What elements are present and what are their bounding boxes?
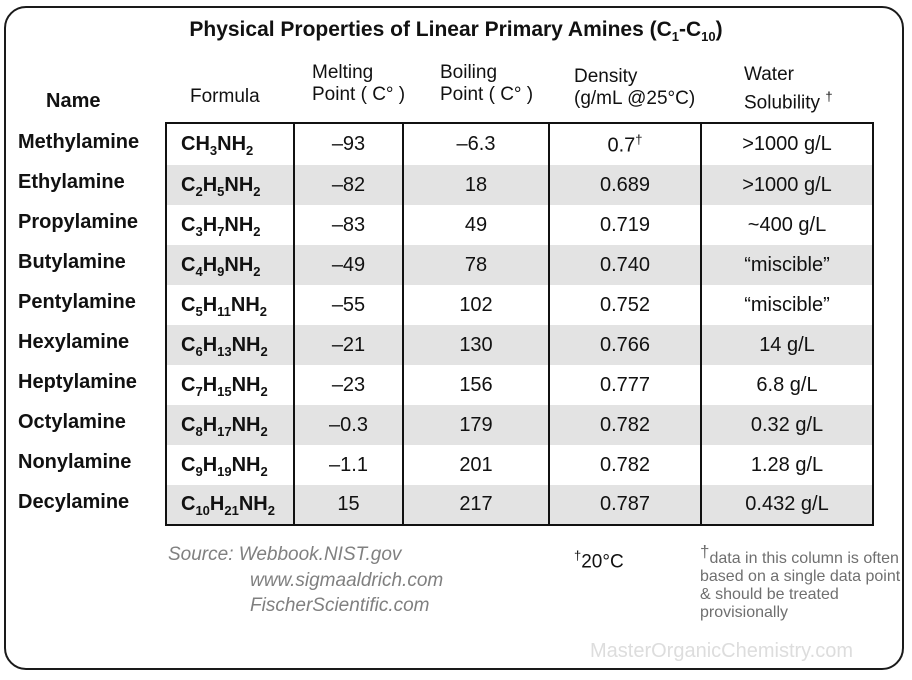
amine-properties-table	[165, 122, 874, 526]
header-melting-point: Melting Point ( C° )	[312, 62, 406, 105]
melting-point-cell: –21	[294, 325, 403, 365]
boiling-point-cell: 156	[403, 365, 549, 405]
formula-cell: $C_6H_{13}NH_2$	[166, 325, 294, 365]
boiling-point-cell: 49	[403, 205, 549, 245]
amine-name: Methylamine	[18, 131, 140, 153]
amine-name: Pentylamine	[18, 291, 136, 313]
amine-name: Nonylamine	[18, 451, 132, 473]
table-row	[166, 245, 873, 285]
boiling-point-cell: 217	[403, 485, 549, 525]
solubility-cell: “miscible”	[701, 245, 873, 285]
solubility-cell: >1000 g/L	[701, 165, 873, 205]
table-row	[166, 325, 873, 365]
amine-name: Octylamine	[18, 411, 126, 433]
table-row	[166, 445, 873, 485]
density-cell: 0.766	[549, 325, 701, 365]
solubility-cell: 14 g/L	[701, 325, 873, 365]
amine-name: Decylamine	[18, 491, 130, 513]
density-cell: 0.782	[549, 405, 701, 445]
formula-cell: $C_{10}H_{21}NH_2$	[166, 485, 294, 525]
amine-name: Ethylamine	[18, 171, 125, 193]
formula-cell: $C_4H_9NH_2$	[166, 245, 294, 285]
formula-cell: $C_7H_{15}NH_2$	[166, 365, 294, 405]
boiling-point-cell: 102	[403, 285, 549, 325]
melting-point-cell: –82	[294, 165, 403, 205]
table-row	[166, 205, 873, 245]
table-row	[166, 405, 873, 445]
formula-cell: $C_5H_{11}NH_2$	[166, 285, 294, 325]
melting-point-cell: –93	[294, 123, 403, 165]
table-row	[166, 165, 873, 205]
density-cell: 0.689	[549, 165, 701, 205]
header-density: Density (g/mL @25°C)	[574, 66, 696, 109]
melting-point-cell: –0.3	[294, 405, 403, 445]
source-line: www.sigmaaldrich.com	[250, 570, 444, 591]
header-water-solubility: Water Solubility †	[744, 64, 833, 114]
melting-point-cell: –55	[294, 285, 403, 325]
amine-name: Butylamine	[18, 251, 126, 273]
table-row	[166, 485, 873, 525]
density-cell: 0.740	[549, 245, 701, 285]
solubility-cell: 0.32 g/L	[701, 405, 873, 445]
boiling-point-cell: 18	[403, 165, 549, 205]
table-row	[166, 123, 873, 165]
boiling-point-cell: 179	[403, 405, 549, 445]
boiling-point-cell: 201	[403, 445, 549, 485]
amine-name-column	[18, 122, 139, 522]
header-formula: Formula	[190, 86, 260, 107]
density-cell: 0.752	[549, 285, 701, 325]
table-row	[166, 285, 873, 325]
watermark: MasterOrganicChemistry.com	[590, 640, 854, 662]
solubility-cell: ~400 g/L	[701, 205, 873, 245]
density-cell: 0.787	[549, 485, 701, 525]
formula-cell: $C_9H_{19}NH_2$	[166, 445, 294, 485]
melting-point-cell: 15	[294, 485, 403, 525]
melting-point-cell: –1.1	[294, 445, 403, 485]
density-footnote: †20°C	[574, 548, 624, 573]
solubility-cell: 0.432 g/L	[701, 485, 873, 525]
formula-cell: $C_3H_7NH_2$	[166, 205, 294, 245]
solubility-cell: “miscible”	[701, 285, 873, 325]
boiling-point-cell: 78	[403, 245, 549, 285]
boiling-point-cell: –6.3	[403, 123, 549, 165]
solubility-footnote: †data in this column is often based on a single data point & should be treated provisionally	[700, 542, 901, 621]
solubility-cell: >1000 g/L	[701, 123, 873, 165]
solubility-cell: 1.28 g/L	[701, 445, 873, 485]
table-row	[166, 365, 873, 405]
header-boiling-point: Boiling Point ( C° )	[440, 62, 534, 105]
melting-point-cell: –23	[294, 365, 403, 405]
formula-cell: $C_2H_5NH_2$	[166, 165, 294, 205]
density-cell: 0.7†	[549, 123, 701, 165]
solubility-cell: 6.8 g/L	[701, 365, 873, 405]
melting-point-cell: –49	[294, 245, 403, 285]
source-line: Source: Webbook.NIST.gov	[168, 544, 402, 565]
melting-point-cell: –83	[294, 205, 403, 245]
formula-cell: $CH_3NH_2$	[166, 123, 294, 165]
amine-name: Heptylamine	[18, 371, 137, 393]
density-cell: 0.777	[549, 365, 701, 405]
header-name: Name	[46, 90, 101, 112]
amine-name: Propylamine	[18, 211, 139, 233]
density-cell: 0.782	[549, 445, 701, 485]
density-cell: 0.719	[549, 205, 701, 245]
formula-cell: $C_8H_{17}NH_2$	[166, 405, 294, 445]
page-title: Physical Properties of Linear Primary Amines $(C_1-C_{10})$	[189, 18, 723, 45]
source-line: FischerScientific.com	[250, 595, 430, 616]
amine-name: Hexylamine	[18, 331, 130, 353]
boiling-point-cell: 130	[403, 325, 549, 365]
